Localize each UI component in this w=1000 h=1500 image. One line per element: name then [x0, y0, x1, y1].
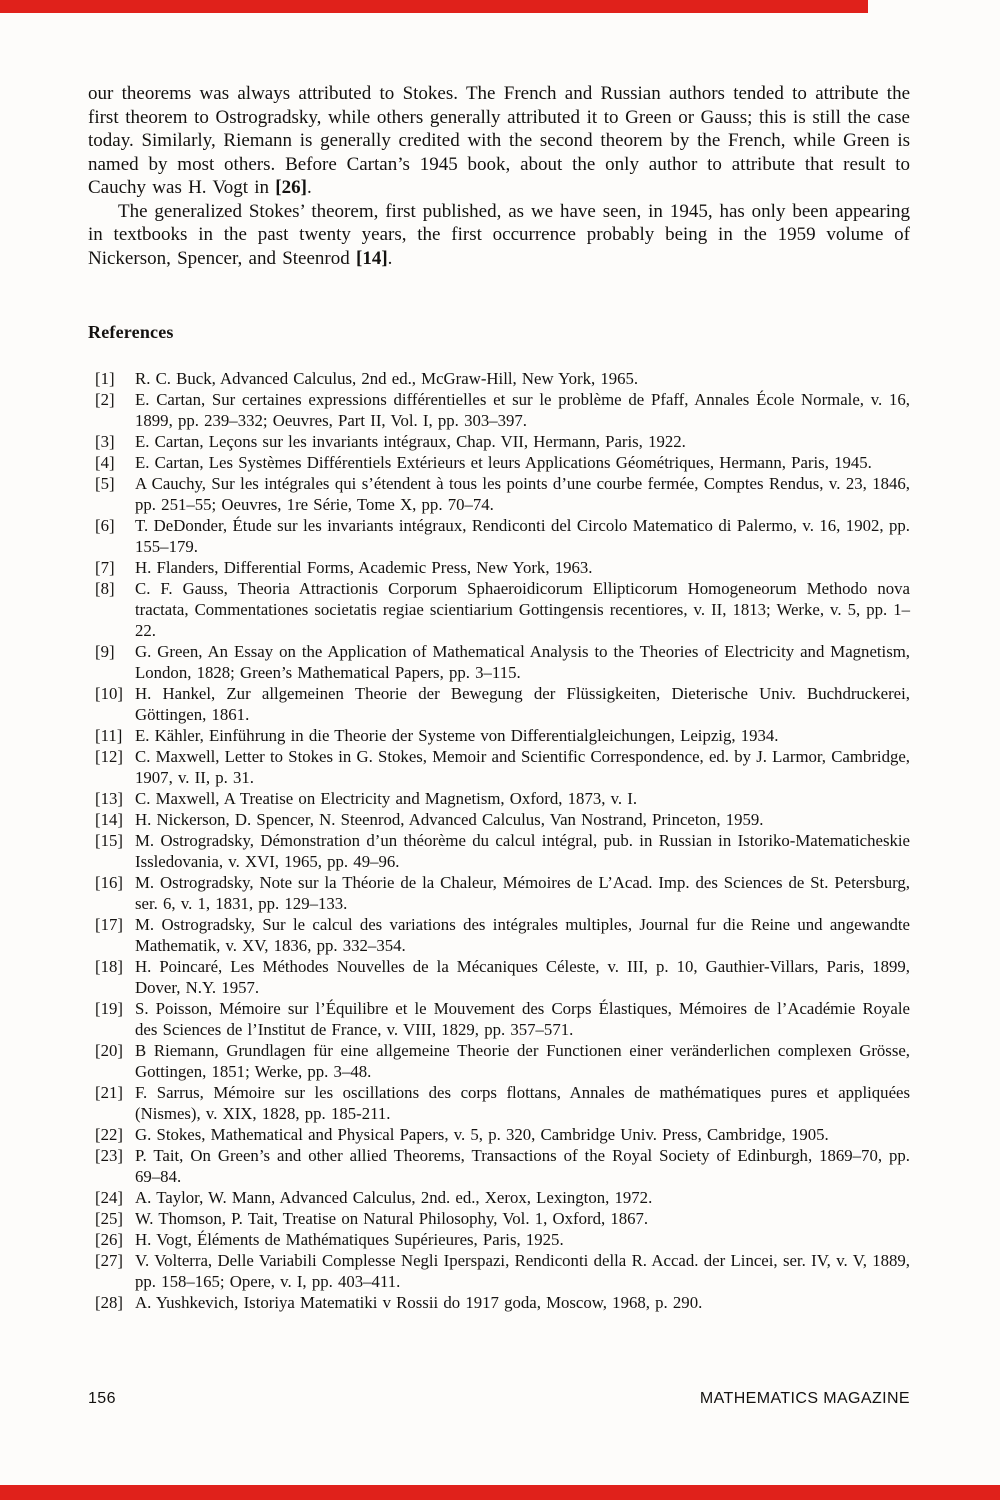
- reference-item: [88, 1229, 910, 1250]
- reference-number: [22]: [95, 1125, 123, 1144]
- reference-item: [88, 1292, 910, 1313]
- reference-text: A Cauchy, Sur les intégrales qui s’étendent à tous les points d’une courbe fermée, Comptes Rendus, v. 23, 1846, pp. 251–55; Oeuvres, 1re Série, Tome X, pp. 70–74.: [135, 474, 910, 514]
- reference-number: [18]: [95, 957, 123, 976]
- reference-item: [88, 452, 910, 473]
- reference-number: [9]: [95, 642, 115, 661]
- reference-number: [25]: [95, 1209, 123, 1228]
- reference-item: [88, 830, 910, 872]
- reference-text: H. Nickerson, D. Spencer, N. Steenrod, Advanced Calculus, Van Nostrand, Princeton, 1959.: [135, 810, 764, 829]
- reference-text: H. Poincaré, Les Méthodes Nouvelles de la Mécaniques Céleste, v. III, p. 10, Gauthier-Villars, Paris, 1899, Dover, N.Y. 1957.: [135, 957, 910, 997]
- reference-number: [6]: [95, 516, 115, 535]
- reference-text: E. Cartan, Leçons sur les invariants intégraux, Chap. VII, Hermann, Paris, 1922.: [135, 432, 686, 451]
- reference-number: [15]: [95, 831, 123, 850]
- reference-text: T. DeDonder, Étude sur les invariants intégraux, Rendiconti del Circolo Matematico di Palermo, v. 16, 1902, pp. 155–179.: [135, 516, 910, 556]
- reference-item: [88, 473, 910, 515]
- reference-number: [2]: [95, 390, 115, 409]
- body-text: [88, 82, 910, 270]
- reference-number: [16]: [95, 873, 123, 892]
- journal-name: MATHEMATICS MAGAZINE: [699, 1390, 910, 1407]
- reference-item: [88, 998, 910, 1040]
- reference-number: [1]: [95, 369, 115, 388]
- reference-item: [88, 389, 910, 431]
- reference-text: V. Volterra, Delle Variabili Complesse Negli Iperspazi, Rendiconti della R. Accad. der Lincei, ser. IV, v. V, 1889, pp. 158–165; Opere, v. I, pp. 403–411.: [135, 1251, 910, 1291]
- reference-text: G. Green, An Essay on the Application of Mathematical Analysis to the Theories of Electricity and Magnetism, London, 1828; Green’s Mathematical Papers, pp. 3–115.: [135, 642, 910, 682]
- reference-text: W. Thomson, P. Tait, Treatise on Natural Philosophy, Vol. 1, Oxford, 1867.: [135, 1209, 649, 1228]
- reference-item: [88, 578, 910, 641]
- reference-text: H. Vogt, Éléments de Mathématiques Supérieures, Paris, 1925.: [135, 1230, 564, 1249]
- paragraph-generalized-stokes: The generalized Stokes’ theorem, first published, as we have seen, in 1945, has only been appearing in textbooks in the past twenty years, the first occurrence probably being in the 1959 volume of Nickerson, Spencer, and Steenrod [14].: [88, 200, 910, 269]
- reference-number: [11]: [95, 726, 123, 745]
- reference-item: [88, 1208, 910, 1229]
- reference-text: R. C. Buck, Advanced Calculus, 2nd ed., McGraw-Hill, New York, 1965.: [135, 369, 639, 388]
- reference-item: [88, 641, 910, 683]
- reference-text: H. Hankel, Zur allgemeinen Theorie der Bewegung der Flüssigkeiten, Dieterische Univ. Buchdruckerei, Göttingen, 1861.: [135, 684, 910, 724]
- reference-text: E. Cartan, Sur certaines expressions différentielles et sur le problème de Pfaff, Annales École Normale, v. 16, 1899, pp. 239–332; Oeuvres, Part II, Vol. I, pp. 303–397.: [135, 390, 910, 430]
- reference-number: [17]: [95, 915, 123, 934]
- reference-number: [12]: [95, 747, 123, 766]
- reference-number: [20]: [95, 1041, 123, 1060]
- reference-number: [21]: [95, 1083, 123, 1102]
- page-number: 156: [88, 1390, 116, 1407]
- references-list: [88, 368, 910, 1313]
- paragraph-continued: our theorems was always attributed to Stokes. The French and Russian authors tended to attribute the first theorem to Ostrogradsky, while others generally attributed it to Green or Gauss; this is still the case today. Similarly, Riemann is generally credited with the second theorem by the French, while Green is named by most others. Before Cartan’s 1945 book, about the only author to attribute that result to Cauchy was H. Vogt in [26].: [88, 83, 910, 198]
- reference-number: [28]: [95, 1293, 123, 1312]
- reference-item: [88, 557, 910, 578]
- reference-item: [88, 1250, 910, 1292]
- reference-text: E. Kähler, Einführung in die Theorie der Systeme von Differentialgleichungen, Leipzig, 1934.: [135, 726, 779, 745]
- reference-text: A. Taylor, W. Mann, Advanced Calculus, 2nd. ed., Xerox, Lexington, 1972.: [135, 1188, 653, 1207]
- reference-text: E. Cartan, Les Systèmes Différentiels Extérieurs et leurs Applications Géométriques, Hermann, Paris, 1945.: [135, 453, 872, 472]
- reference-number: [10]: [95, 684, 123, 703]
- reference-number: [13]: [95, 789, 123, 808]
- reference-text: M. Ostrogradsky, Sur le calcul des variations des intégrales multiples, Journal fur die Reine und angewandte Mathematik, v. XV, 1836, pp. 332–354.: [135, 915, 910, 955]
- reference-item: [88, 809, 910, 830]
- reference-text: A. Yushkevich, Istoriya Matematiki v Rossii do 1917 goda, Moscow, 1968, p. 290.: [135, 1293, 703, 1312]
- reference-item: [88, 956, 910, 998]
- scan-red-strip-top: [0, 0, 868, 13]
- reference-number: [24]: [95, 1188, 123, 1207]
- reference-item: [88, 368, 910, 389]
- reference-item: [88, 515, 910, 557]
- reference-text: S. Poisson, Mémoire sur l’Équilibre et le Mouvement des Corps Élastiques, Mémoires de l’Académie Royale des Sciences de l’Institut de France, v. VIII, 1829, pp. 357–571.: [135, 999, 910, 1039]
- reference-item: [88, 1187, 910, 1208]
- reference-number: [4]: [95, 453, 115, 472]
- reference-text: C. F. Gauss, Theoria Attractionis Corporum Sphaeroidicorum Ellipticorum Homogeneorum Methodo nova tractata, Commentationes societatis regiae scientiarium Gottingensis recentiores, v. II, 1813; Werke, v. 5, pp. 1–22.: [135, 579, 910, 640]
- reference-item: [88, 1124, 910, 1145]
- reference-text: F. Sarrus, Mémoire sur les oscillations des corps flottans, Annales de mathématiques pures et appliquées (Nismes), v. XIX, 1828, pp. 185-211.: [135, 1083, 910, 1123]
- reference-item: [88, 683, 910, 725]
- reference-item: [88, 914, 910, 956]
- reference-text: M. Ostrogradsky, Note sur la Théorie de la Chaleur, Mémoires de L’Acad. Imp. des Sciences de St. Petersburg, ser. 6, v. 1, 1831, pp. 129–133.: [135, 873, 910, 913]
- reference-text: M. Ostrogradsky, Démonstration d’un théorème du calcul intégral, pub. in Russian in Istoriko-Matematicheskie Issledovania, v. XVI, 1965, pp. 49–96.: [135, 831, 910, 871]
- references-heading: References: [88, 322, 174, 342]
- reference-number: [3]: [95, 432, 115, 451]
- reference-text: G. Stokes, Mathematical and Physical Papers, v. 5, p. 320, Cambridge Univ. Press, Cambridge, 1905.: [135, 1125, 829, 1144]
- reference-item: [88, 746, 910, 788]
- reference-number: [5]: [95, 474, 115, 493]
- scan-red-strip-bottom: [0, 1485, 1000, 1500]
- reference-item: [88, 788, 910, 809]
- reference-item: [88, 1040, 910, 1082]
- reference-number: [8]: [95, 579, 115, 598]
- reference-text: C. Maxwell, Letter to Stokes in G. Stokes, Memoir and Scientific Correspondence, ed. by J. Larmor, Cambridge, 1907, v. II, p. 31.: [135, 747, 910, 787]
- reference-number: [7]: [95, 558, 115, 577]
- reference-number: [14]: [95, 810, 123, 829]
- reference-number: [27]: [95, 1251, 123, 1270]
- page-content: [88, 82, 910, 1313]
- reference-number: [19]: [95, 999, 123, 1018]
- reference-item: [88, 1082, 910, 1124]
- reference-text: H. Flanders, Differential Forms, Academic Press, New York, 1963.: [135, 558, 593, 577]
- reference-number: [23]: [95, 1146, 123, 1165]
- reference-text: P. Tait, On Green’s and other allied Theorems, Transactions of the Royal Society of Edinburgh, 1869–70, pp. 69–84.: [135, 1146, 910, 1186]
- reference-item: [88, 1145, 910, 1187]
- reference-item: [88, 725, 910, 746]
- reference-text: B Riemann, Grundlagen für eine allgemeine Theorie der Functionen einer veränderlichen complexen Grösse, Gottingen, 1851; Werke, pp. 3–48.: [135, 1041, 910, 1081]
- reference-item: [88, 431, 910, 452]
- reference-item: [88, 872, 910, 914]
- reference-number: [26]: [95, 1230, 123, 1249]
- reference-text: C. Maxwell, A Treatise on Electricity and Magnetism, Oxford, 1873, v. I.: [135, 789, 638, 808]
- page-footer: [88, 1390, 910, 1408]
